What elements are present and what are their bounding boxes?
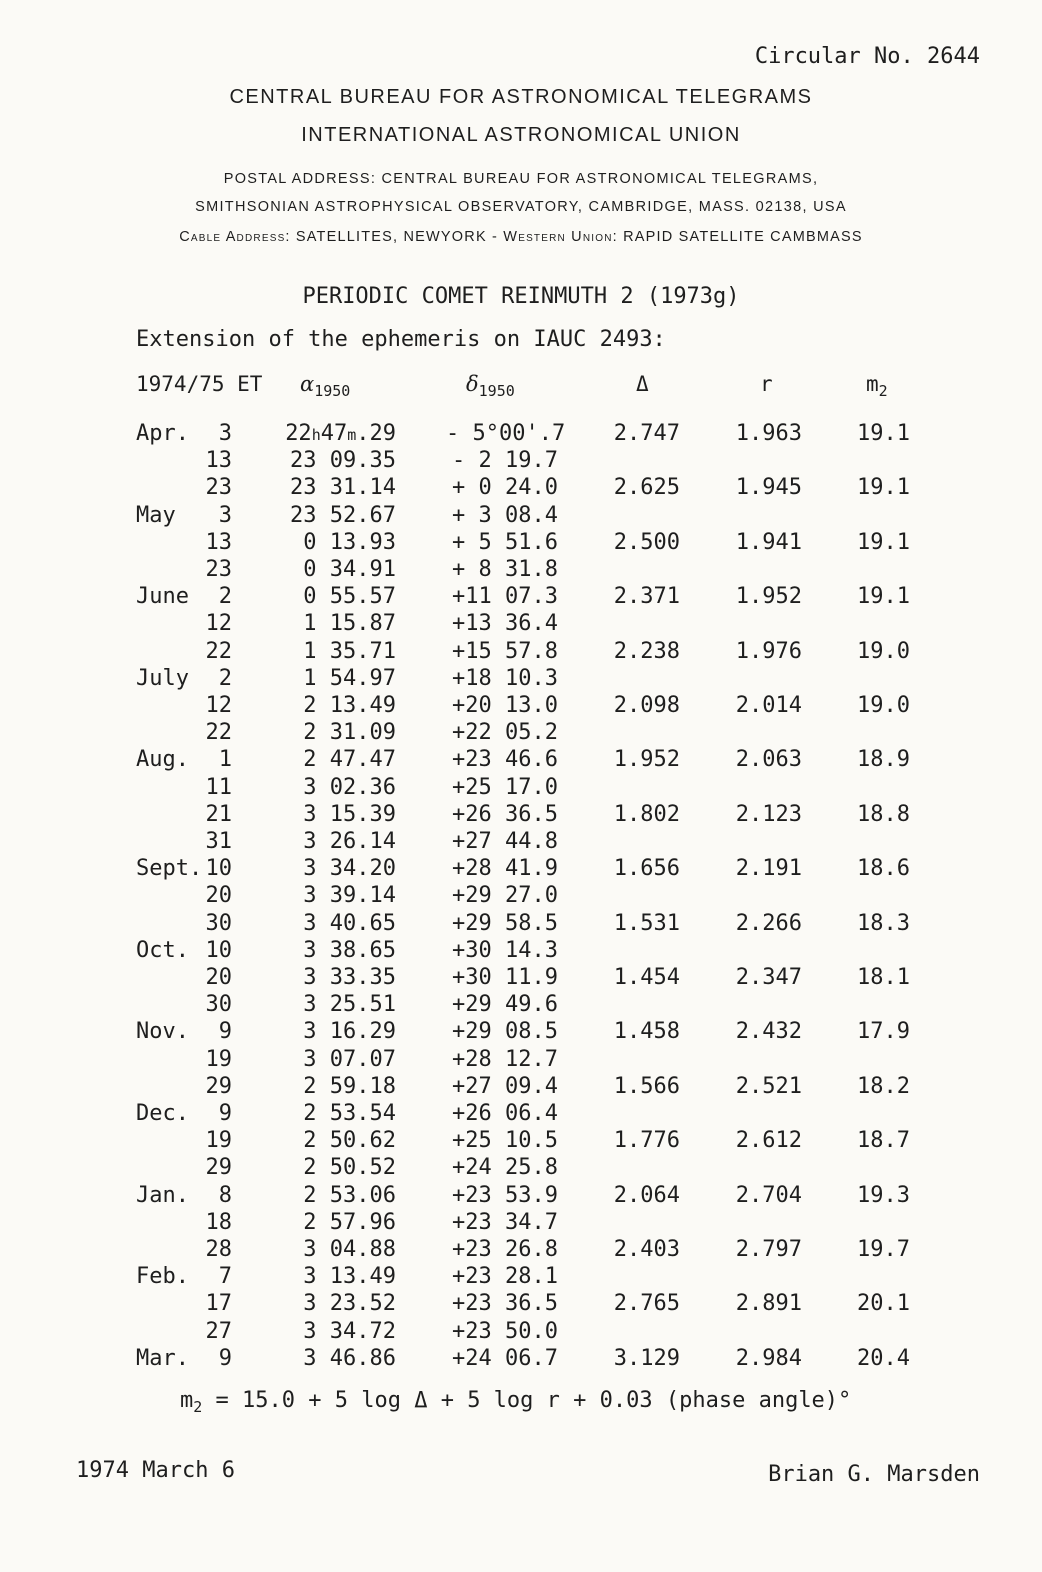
row-day: 29	[205, 1073, 232, 1099]
row-delta: 2.747	[613, 421, 680, 446]
row-declination: +29 49.6	[452, 992, 558, 1018]
row-magnitude: 19.0	[857, 638, 910, 664]
row-day: 10	[205, 856, 232, 882]
row-day: 28	[205, 1237, 232, 1262]
ephemeris-row	[0, 1264, 1042, 1291]
row-declination: +26 06.4	[452, 1101, 558, 1126]
row-declination: +30 11.9	[452, 965, 558, 990]
ephemeris-row	[0, 829, 1042, 856]
row-delta: 1.952	[613, 747, 680, 773]
column-header-date: 1974/75 ET	[136, 372, 263, 396]
row-day: 2	[218, 584, 232, 610]
row-right-ascension: 3 25.51	[303, 992, 396, 1018]
row-day: 27	[205, 1318, 232, 1344]
row-day: 30	[205, 910, 232, 936]
column-header-delta: Δ	[636, 372, 649, 396]
ra-part: .29	[356, 421, 396, 446]
row-right-ascension: 0 55.57	[303, 584, 396, 610]
row-day: 31	[205, 829, 232, 854]
row-day: 13	[205, 448, 232, 474]
intro-text: Extension of the ephemeris on IAUC 2493:	[136, 327, 666, 352]
row-right-ascension: 2 53.54	[303, 1101, 396, 1126]
row-r: 2.432	[735, 1019, 802, 1045]
author-signature: Brian G. Marsden	[768, 1462, 980, 1487]
column-header-dec-epoch: 1950	[478, 382, 515, 400]
row-day: 9	[218, 1345, 232, 1371]
row-declination: - 5°00'.7	[446, 421, 566, 446]
row-declination: +23 50.0	[452, 1318, 558, 1344]
row-delta: 2.625	[613, 475, 680, 501]
row-delta: 2.098	[613, 693, 680, 718]
row-declination: +28 12.7	[452, 1046, 558, 1072]
row-month: June	[136, 584, 189, 610]
ephemeris-row	[0, 693, 1042, 720]
row-right-ascension: 0 13.93	[303, 529, 396, 555]
formula-lhs: m	[180, 1388, 194, 1413]
row-declination: +25 17.0	[452, 774, 558, 800]
ephemeris-row	[0, 666, 1042, 693]
row-magnitude: 19.1	[857, 584, 910, 610]
row-declination: +23 26.8	[452, 1237, 558, 1262]
row-right-ascension: 23 09.35	[290, 448, 396, 474]
row-day: 30	[205, 992, 232, 1018]
row-magnitude: 18.2	[857, 1073, 910, 1099]
column-header-ra-symbol: α	[300, 372, 315, 396]
row-declination: +26 36.5	[452, 801, 558, 827]
row-r: 2.191	[735, 856, 802, 882]
ephemeris-row	[0, 557, 1042, 584]
row-right-ascension: 1 35.71	[303, 638, 396, 664]
row-day: 18	[205, 1209, 232, 1235]
row-day: 9	[218, 1019, 232, 1045]
ephemeris-row	[0, 1019, 1042, 1046]
ephemeris-row	[0, 1074, 1042, 1101]
row-day: 19	[205, 1046, 232, 1072]
row-r: 2.984	[735, 1345, 802, 1371]
column-header-dec	[466, 372, 515, 400]
row-declination: +11 07.3	[452, 584, 558, 610]
row-magnitude: 19.1	[857, 475, 910, 501]
ephemeris-row	[0, 611, 1042, 638]
circular-number: Circular No. 2644	[754, 44, 980, 69]
row-day: 9	[218, 1101, 232, 1126]
row-right-ascension: 3 02.36	[303, 774, 396, 800]
row-month: Mar.	[136, 1345, 189, 1371]
row-month: May	[136, 502, 176, 528]
magnitude-formula	[180, 1388, 851, 1416]
row-day: 21	[205, 801, 232, 827]
row-declination: +29 27.0	[452, 883, 558, 909]
row-r: 1.976	[735, 638, 802, 664]
row-day: 20	[205, 965, 232, 990]
ephemeris-row	[0, 1210, 1042, 1237]
row-right-ascension: 3 04.88	[303, 1237, 396, 1262]
row-delta: 1.458	[613, 1019, 680, 1045]
row-right-ascension	[280, 421, 396, 446]
row-right-ascension: 2 53.06	[303, 1182, 396, 1208]
row-right-ascension: 3 16.29	[303, 1019, 396, 1045]
row-day: 7	[218, 1264, 232, 1290]
row-declination: +25 10.5	[452, 1128, 558, 1154]
row-declination: +18 10.3	[452, 665, 558, 691]
row-month: Sept.	[136, 856, 203, 882]
column-header-ra	[300, 372, 350, 400]
row-right-ascension: 3 26.14	[303, 829, 396, 854]
ra-part: 22	[285, 421, 312, 446]
formula-rhs-a: = 15.0 + 5 log	[202, 1388, 415, 1413]
ra-part: 47	[320, 421, 348, 446]
row-right-ascension: 3 23.52	[303, 1291, 396, 1317]
ephemeris-row	[0, 775, 1042, 802]
row-right-ascension: 3 39.14	[303, 883, 396, 909]
ephemeris-row	[0, 639, 1042, 666]
ephemeris-row	[0, 992, 1042, 1019]
row-month: Apr.	[136, 421, 189, 446]
postal-address-line2: SMITHSONIAN ASTROPHYSICAL OBSERVATORY, CAMBRIDGE, MASS. 02138, USA	[195, 199, 847, 215]
row-month: July	[136, 665, 189, 691]
row-month: Jan.	[136, 1182, 189, 1208]
row-declination: +20 13.0	[452, 693, 558, 718]
ephemeris-row	[0, 503, 1042, 530]
row-day: 22	[205, 720, 232, 746]
row-day: 11	[205, 774, 232, 800]
row-magnitude: 19.7	[857, 1237, 910, 1262]
row-delta: 1.776	[613, 1128, 680, 1154]
row-r: 2.797	[735, 1237, 802, 1262]
ra-unit-superscript: h	[311, 426, 321, 444]
row-right-ascension: 2 57.96	[303, 1209, 396, 1235]
bureau-name: CENTRAL BUREAU FOR ASTRONOMICAL TELEGRAMS	[229, 86, 813, 108]
row-r: 2.521	[735, 1073, 802, 1099]
row-declination: +23 46.6	[452, 747, 558, 773]
row-right-ascension: 3 40.65	[303, 910, 396, 936]
row-day: 22	[205, 638, 232, 664]
row-r: 2.704	[735, 1182, 802, 1208]
ephemeris-row	[0, 530, 1042, 557]
ephemeris-row	[0, 747, 1042, 774]
row-declination: +23 34.7	[452, 1209, 558, 1235]
row-delta: 1.454	[613, 965, 680, 990]
row-declination: +28 41.9	[452, 856, 558, 882]
row-day: 20	[205, 883, 232, 909]
row-day: 29	[205, 1155, 232, 1181]
row-delta: 1.802	[613, 801, 680, 827]
row-delta: 2.238	[613, 638, 680, 664]
row-day: 23	[205, 475, 232, 501]
row-declination: +23 53.9	[452, 1182, 558, 1208]
row-day: 12	[205, 611, 232, 637]
row-magnitude: 18.7	[857, 1128, 910, 1154]
row-magnitude: 19.1	[857, 529, 910, 555]
row-delta: 3.129	[613, 1345, 680, 1371]
row-magnitude: 17.9	[857, 1019, 910, 1045]
row-declination: +13 36.4	[452, 611, 558, 637]
row-day: 12	[205, 693, 232, 718]
cable-address: Cable Address: SATELLITES, NEWYORK - Western Union: RAPID SATELLITE CAMBMASS	[179, 229, 863, 245]
row-right-ascension: 0 34.91	[303, 557, 396, 582]
row-month: Oct.	[136, 937, 189, 963]
column-header-ra-epoch: 1950	[314, 382, 351, 400]
row-right-ascension: 1 15.87	[303, 611, 396, 637]
row-day: 19	[205, 1128, 232, 1154]
ephemeris-row	[0, 448, 1042, 475]
row-magnitude: 18.6	[857, 856, 910, 882]
row-month: Dec.	[136, 1101, 189, 1126]
row-right-ascension: 3 07.07	[303, 1046, 396, 1072]
row-day: 3	[218, 421, 232, 446]
row-delta: 1.566	[613, 1073, 680, 1099]
row-magnitude: 19.1	[857, 421, 910, 446]
row-right-ascension: 23 31.14	[290, 475, 396, 501]
row-r: 2.014	[735, 693, 802, 718]
row-month: Aug.	[136, 747, 189, 773]
row-declination: + 5 51.6	[452, 529, 558, 555]
row-day: 23	[205, 557, 232, 582]
ephemeris-row	[0, 911, 1042, 938]
row-r: 2.063	[735, 747, 802, 773]
column-header-magnitude	[866, 372, 888, 400]
row-declination: +15 57.8	[452, 638, 558, 664]
row-magnitude: 18.3	[857, 910, 910, 936]
row-day: 8	[218, 1182, 232, 1208]
row-declination: +27 44.8	[452, 829, 558, 854]
issue-date: 1974 March 6	[76, 1458, 235, 1483]
row-declination: +27 09.4	[452, 1073, 558, 1099]
row-declination: +23 28.1	[452, 1264, 558, 1290]
row-delta: 2.500	[613, 529, 680, 555]
row-day: 17	[205, 1291, 232, 1317]
row-declination: + 0 24.0	[452, 475, 558, 501]
row-magnitude: 19.3	[857, 1182, 910, 1208]
ephemeris-row	[0, 1101, 1042, 1128]
ephemeris-row	[0, 883, 1042, 910]
postal-address-line1: POSTAL ADDRESS: CENTRAL BUREAU FOR ASTRONOMICAL TELEGRAMS,	[223, 171, 819, 187]
row-r: 1.952	[735, 584, 802, 610]
row-right-ascension: 2 47.47	[303, 747, 396, 773]
row-month: Feb.	[136, 1264, 189, 1290]
row-r: 2.891	[735, 1291, 802, 1317]
row-declination: + 8 31.8	[452, 557, 558, 582]
row-declination: +29 58.5	[452, 910, 558, 936]
row-declination: +22 05.2	[452, 720, 558, 746]
column-header-magnitude-symbol: m	[866, 372, 879, 396]
ephemeris-row	[0, 1319, 1042, 1346]
ephemeris-row	[0, 1128, 1042, 1155]
ephemeris-row	[0, 1291, 1042, 1318]
row-magnitude: 19.0	[857, 693, 910, 718]
ephemeris-row	[0, 802, 1042, 829]
row-right-ascension: 1 54.97	[303, 665, 396, 691]
row-magnitude: 18.8	[857, 801, 910, 827]
ephemeris-row	[0, 720, 1042, 747]
row-r: 2.123	[735, 801, 802, 827]
row-r: 1.941	[735, 529, 802, 555]
ephemeris-row	[0, 856, 1042, 883]
row-day: 2	[218, 665, 232, 691]
row-day: 3	[218, 502, 232, 528]
row-right-ascension: 3 13.49	[303, 1264, 396, 1290]
row-day: 10	[205, 937, 232, 963]
ephemeris-row	[0, 421, 1042, 448]
row-declination: +29 08.5	[452, 1019, 558, 1045]
row-r: 2.347	[735, 965, 802, 990]
ephemeris-row	[0, 584, 1042, 611]
row-right-ascension: 2 59.18	[303, 1073, 396, 1099]
column-header-magnitude-sub: 2	[878, 382, 888, 400]
row-declination: +24 06.7	[452, 1345, 558, 1371]
row-right-ascension: 2 50.52	[303, 1155, 396, 1181]
union-name: INTERNATIONAL ASTRONOMICAL UNION	[301, 124, 741, 146]
row-declination: + 3 08.4	[452, 502, 558, 528]
row-right-ascension: 3 38.65	[303, 937, 396, 963]
row-magnitude: 20.1	[857, 1291, 910, 1317]
row-right-ascension: 2 31.09	[303, 720, 396, 746]
row-delta: 2.064	[613, 1182, 680, 1208]
row-r: 1.945	[735, 475, 802, 501]
row-right-ascension: 3 34.20	[303, 856, 396, 882]
row-right-ascension: 3 34.72	[303, 1318, 396, 1344]
ra-unit-superscript: m	[347, 426, 357, 444]
circular-title: PERIODIC COMET REINMUTH 2 (1973g)	[302, 284, 740, 309]
ephemeris-row	[0, 938, 1042, 965]
row-magnitude: 20.4	[857, 1345, 910, 1371]
row-declination: - 2 19.7	[452, 448, 558, 474]
row-declination: +24 25.8	[452, 1155, 558, 1181]
row-right-ascension: 3 46.86	[303, 1345, 396, 1371]
row-declination: +23 36.5	[452, 1291, 558, 1317]
row-delta: 1.656	[613, 856, 680, 882]
row-right-ascension: 3 15.39	[303, 801, 396, 827]
formula-rhs-b: + 5 log r + 0.03 (phase angle)°	[427, 1388, 852, 1413]
ephemeris-row	[0, 1047, 1042, 1074]
ephemeris-row	[0, 965, 1042, 992]
row-right-ascension: 23 52.67	[290, 502, 396, 528]
row-magnitude: 18.1	[857, 965, 910, 990]
row-right-ascension: 2 13.49	[303, 693, 396, 718]
formula-lhs-sub: 2	[193, 1398, 203, 1416]
ephemeris-row	[0, 1183, 1042, 1210]
row-delta: 2.765	[613, 1291, 680, 1317]
column-header-dec-symbol: δ	[466, 372, 479, 396]
row-delta: 2.371	[613, 584, 680, 610]
column-header-r: r	[760, 372, 773, 396]
ephemeris-row	[0, 1237, 1042, 1264]
row-right-ascension: 2 50.62	[303, 1128, 396, 1154]
ephemeris-row	[0, 475, 1042, 502]
row-day: 13	[205, 529, 232, 555]
row-month: Nov.	[136, 1019, 189, 1045]
row-r: 1.963	[735, 421, 802, 446]
row-delta: 1.531	[613, 910, 680, 936]
row-magnitude: 18.9	[857, 747, 910, 773]
row-r: 2.266	[735, 910, 802, 936]
row-declination: +30 14.3	[452, 937, 558, 963]
ephemeris-row	[0, 1346, 1042, 1373]
row-delta: 2.403	[613, 1237, 680, 1262]
row-r: 2.612	[735, 1128, 802, 1154]
ephemeris-row	[0, 1155, 1042, 1182]
row-day: 1	[218, 747, 232, 773]
formula-delta: Δ	[414, 1388, 428, 1413]
row-right-ascension: 3 33.35	[303, 965, 396, 990]
